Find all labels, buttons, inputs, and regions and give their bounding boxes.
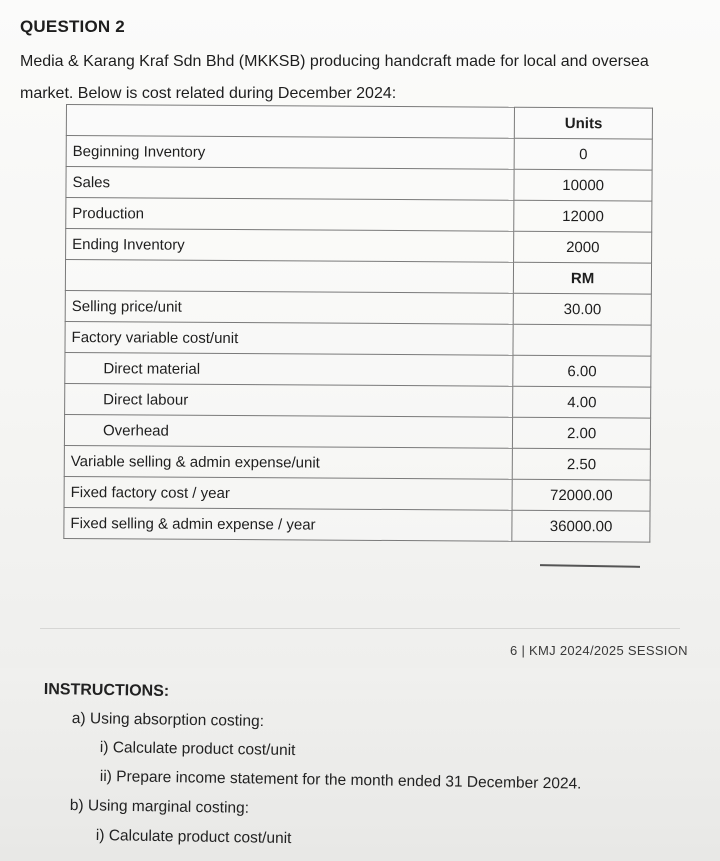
intro-line-1: Media & Karang Kraf Sdn Bhd (MKKSB) producing handcraft made for local and oversea <box>20 53 649 70</box>
row-label: Direct labour <box>65 383 514 417</box>
question-intro <box>20 46 710 110</box>
question-title: QUESTION 2 <box>20 17 125 36</box>
table-row <box>66 198 652 233</box>
instructions-heading: INSTRUCTIONS: <box>43 681 170 700</box>
table-row <box>64 445 650 480</box>
table-row <box>66 229 652 264</box>
row-value: 12000 <box>514 200 652 232</box>
row-label: Factory variable cost/unit <box>65 321 514 355</box>
table-row <box>65 383 651 418</box>
units-header: Units <box>515 107 653 139</box>
row-value: 30.00 <box>514 293 652 325</box>
table-subheader-blank <box>65 260 514 294</box>
row-label: Fixed selling & admin expense / year <box>64 507 513 541</box>
instruction-a-i: i) Calculate product cost/unit <box>99 739 296 760</box>
intro-line-2: market. Below is cost related during December 2024: <box>20 85 397 102</box>
row-value: 2.50 <box>513 448 651 480</box>
row-label: Direct material <box>65 352 514 386</box>
row-value: 10000 <box>514 169 652 201</box>
table-row <box>65 352 651 387</box>
row-value-empty <box>513 324 651 356</box>
table-row <box>64 507 650 542</box>
row-value: 2000 <box>514 231 652 263</box>
cost-table <box>63 104 653 543</box>
row-value: 6.00 <box>513 355 651 387</box>
row-label: Overhead <box>64 414 513 448</box>
instruction-a: a) Using absorption costing: <box>71 710 265 731</box>
instruction-b-i: i) Calculate product cost/unit <box>95 827 292 848</box>
row-label: Variable selling & admin expense/unit <box>64 445 513 479</box>
table-row <box>66 136 652 171</box>
table-row <box>64 476 650 511</box>
instruction-a-ii: ii) Prepare income statement for the month ended 31 December 2024. <box>99 768 582 793</box>
page-footer: 6 | KMJ 2024/2025 SESSION <box>510 643 688 658</box>
row-label: Ending Inventory <box>66 229 515 263</box>
row-value: 72000.00 <box>512 479 650 511</box>
table-subheader-row <box>65 260 651 295</box>
row-label: Selling price/unit <box>65 290 514 324</box>
table-row <box>64 414 650 449</box>
row-label: Beginning Inventory <box>66 136 515 170</box>
table-header-blank <box>66 105 515 139</box>
row-label: Production <box>66 198 515 232</box>
table-row <box>65 290 651 325</box>
rm-header: RM <box>514 262 652 294</box>
row-value: 4.00 <box>513 386 651 418</box>
row-value: 2.00 <box>513 417 651 449</box>
table-row <box>66 167 652 202</box>
table-row <box>65 321 651 356</box>
instruction-b: b) Using marginal costing: <box>69 797 250 817</box>
row-label: Sales <box>66 167 515 201</box>
row-value: 36000.00 <box>512 510 650 542</box>
page-divider <box>40 628 680 629</box>
row-label: Fixed factory cost / year <box>64 476 513 510</box>
table-header-row <box>66 105 652 140</box>
row-value: 0 <box>514 138 652 170</box>
